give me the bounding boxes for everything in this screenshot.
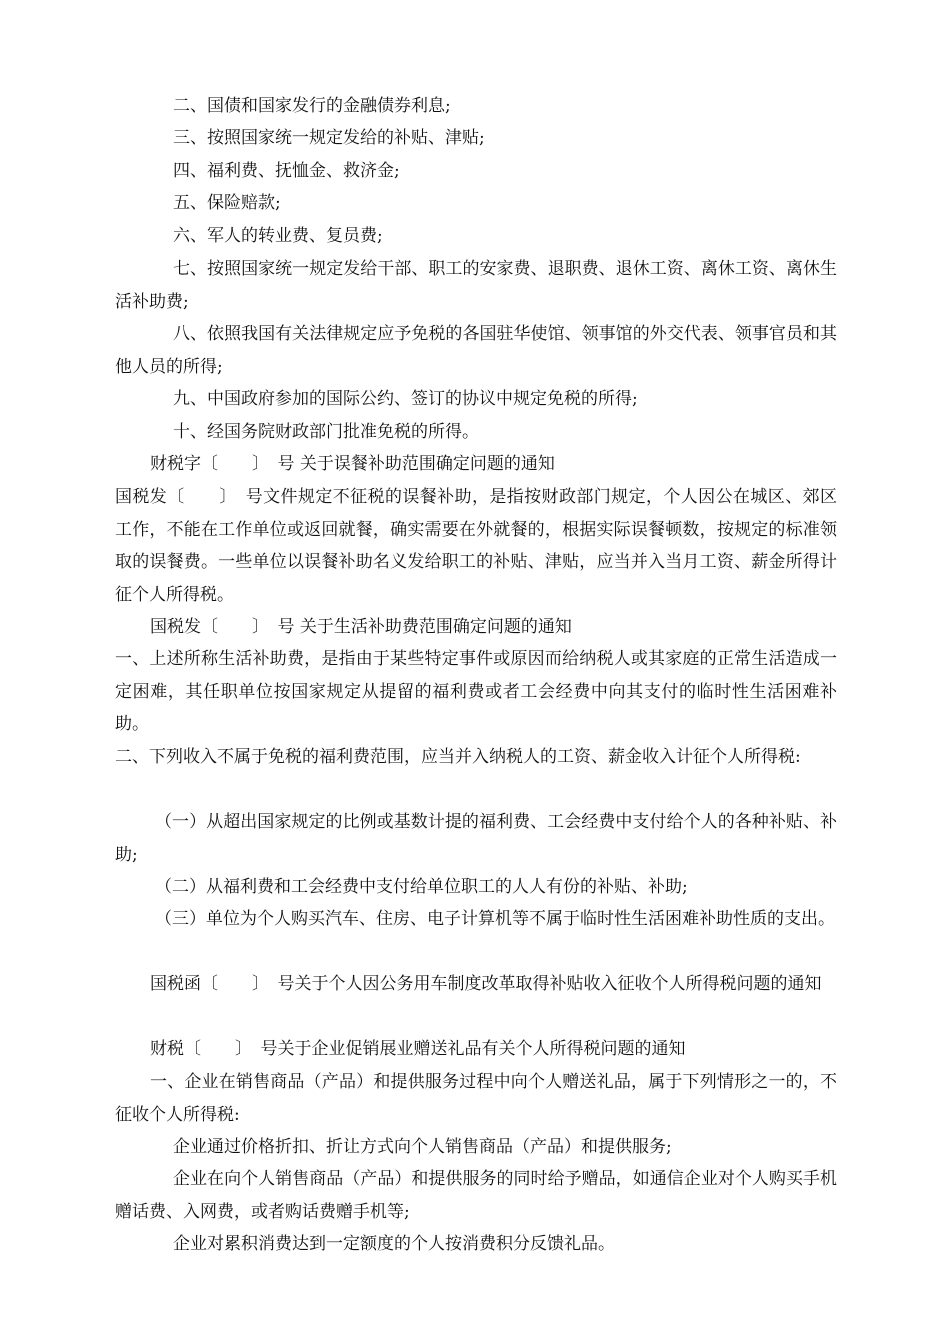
paragraph-item-6: 六、军人的转业费、复员费; <box>173 226 383 246</box>
paragraph-promotional-gifts: 一、企业在销售商品（产品）和提供服务过程中向个人赠送礼品，属于下列情形之一的，不征收个人所得税: <box>115 1072 837 1125</box>
gift-case-1: 企业通过价格折扣、折让方式向个人销售商品（产品）和提供服务; <box>173 1137 672 1157</box>
paragraph-meal-allowance: 国税发〔 〕 号文件规定不征税的误餐补助，是指按财政部门规定，个人因公在城区、郊区工作，不能在工作单位或返回就餐，确实需要在外就餐的，根据实际误餐顿数，按规定的标准领取的误餐费。一些单位以误餐补助名义发给职工的补贴、津贴，应当并入当月工资、薪金所得计征个人所得税。 <box>115 487 837 605</box>
notice-heading-promotional-gifts: 财税〔 〕 号关于企业促销展业赠送礼品有关个人所得税问题的通知 <box>150 1039 686 1059</box>
paragraph-item-7: 七、按照国家统一规定发给干部、职工的安家费、退职费、退休工资、离休工资、离休生活补助费; <box>115 259 837 312</box>
gift-case-2: 企业在向个人销售商品（产品）和提供服务的同时给予赠品，如通信企业对个人购买手机赠话费、入网费，或者购话费赠手机等; <box>115 1169 837 1222</box>
notice-heading-meal-allowance: 财税字〔 〕 号 关于误餐补助范围确定问题的通知 <box>150 454 555 474</box>
paragraph-item-8: 八、依照我国有关法律规定应予免税的各国驻华使馆、领事馆的外交代表、领事官员和其他人员的所得; <box>115 324 837 377</box>
paragraph-item-9: 九、中国政府参加的国际公约、签订的协议中规定免税的所得; <box>173 389 638 409</box>
paragraph-item-5: 五、保险赔款; <box>173 193 281 213</box>
paragraph-living-allowance-2: 二、下列收入不属于免税的福利费范围，应当并入纳税人的工资、薪金收入计征个人所得税: <box>115 747 801 767</box>
paragraph-item-3: 三、按照国家统一规定发给的补贴、津贴; <box>173 128 485 148</box>
paragraph-item-2: 二、国债和国家发行的金融债券利息; <box>173 96 451 116</box>
paragraph-living-allowance-1: 一、上述所称生活补助费，是指由于某些特定事件或原因而给纳税人或其家庭的正常生活造成一定困难，其任职单位按国家规定从提留的福利费或者工会经费中向其支付的临时性生活困难补助。 <box>115 649 837 734</box>
paragraph-item-4: 四、福利费、抚恤金、救济金; <box>173 161 400 181</box>
sub-item-2: （二）从福利费和工会经费中支付给单位职工的人人有份的补贴、补助; <box>155 877 688 897</box>
gift-case-3: 企业对累积消费达到一定额度的个人按消费积分反馈礼品。 <box>173 1234 615 1254</box>
notice-heading-vehicle-reform: 国税函〔 〕 号关于个人因公务用车制度改革取得补贴收入征收个人所得税问题的通知 <box>150 974 822 994</box>
sub-item-1: （一）从超出国家规定的比例或基数计提的福利费、工会经费中支付给个人的各种补贴、补助; <box>115 812 837 865</box>
notice-heading-living-allowance: 国税发〔 〕 号 关于生活补助费范围确定问题的通知 <box>150 617 572 637</box>
paragraph-item-10: 十、经国务院财政部门批准免税的所得。 <box>173 422 479 442</box>
sub-item-3: （三）单位为个人购买汽车、住房、电子计算机等不属于临时性生活困难补助性质的支出。 <box>155 909 835 929</box>
